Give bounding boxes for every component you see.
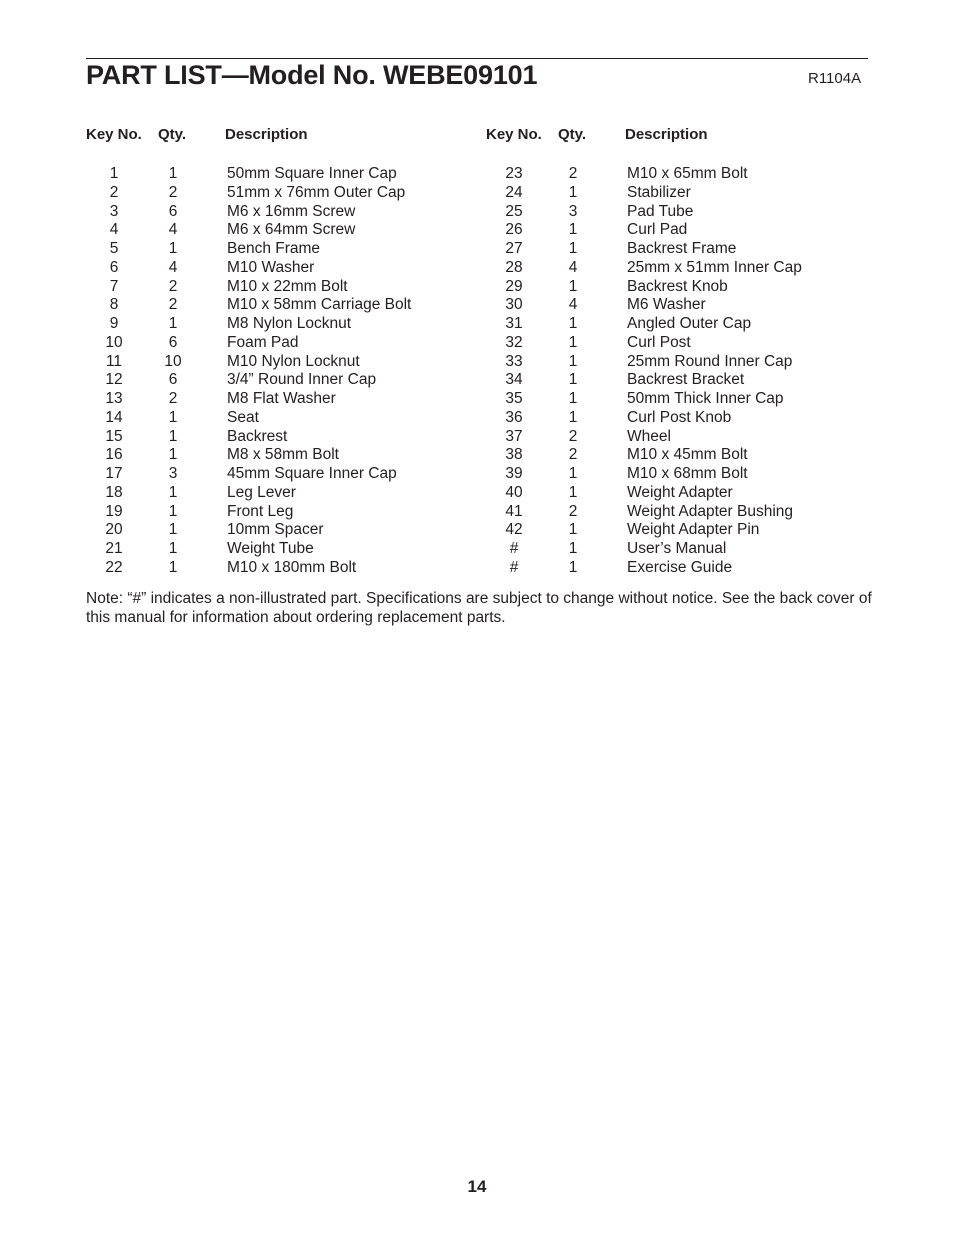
key-number: 19 <box>105 502 123 520</box>
quantity: 1 <box>568 352 578 370</box>
table-row <box>486 315 876 334</box>
note-text: Note: “#” indicates a non-illustrated part. Specifications are subject to change without notice. See the back cover of this manual for information about ordering replacement parts. <box>86 590 872 626</box>
part-description: M6 Washer <box>627 296 706 314</box>
quantity: 1 <box>568 521 578 539</box>
table-row <box>486 540 876 559</box>
table-row <box>86 428 476 447</box>
header-key-no: Key No. <box>486 126 542 143</box>
key-number: 3 <box>109 202 119 220</box>
quantity: 2 <box>168 183 178 201</box>
table-row <box>86 559 476 578</box>
quantity: 1 <box>568 183 578 201</box>
part-description: Weight Adapter Pin <box>627 521 760 539</box>
quantity: 1 <box>568 277 578 295</box>
part-description: M10 x 45mm Bolt <box>627 446 748 464</box>
part-description: 50mm Square Inner Cap <box>227 165 397 182</box>
table-row <box>86 203 476 222</box>
table-row <box>486 484 876 503</box>
key-number: 28 <box>505 258 523 276</box>
parts-rows-right <box>486 165 876 578</box>
quantity: 1 <box>168 521 178 539</box>
part-description: M10 x 58mm Carriage Bolt <box>227 296 412 314</box>
header-qty: Qty. <box>558 126 587 143</box>
header-key-no: Key No. <box>86 126 142 143</box>
table-row <box>86 446 476 465</box>
part-description: Weight Tube <box>227 540 314 557</box>
part-description: 50mm Thick Inner Cap <box>627 390 784 407</box>
key-number: 14 <box>105 408 123 426</box>
part-description: 25mm x 51mm Inner Cap <box>627 258 802 276</box>
quantity: 3 <box>168 465 178 482</box>
key-number: 20 <box>105 521 123 539</box>
key-number: 38 <box>505 446 523 464</box>
key-number: 12 <box>105 371 123 389</box>
parts-table-right <box>486 126 876 578</box>
part-description: 45mm Square Inner Cap <box>227 465 397 482</box>
quantity: 4 <box>168 221 178 239</box>
quantity: 1 <box>568 558 578 576</box>
quantity: 1 <box>568 221 578 239</box>
part-description: M10 x 68mm Bolt <box>627 465 748 482</box>
part-description: Exercise Guide <box>627 558 733 576</box>
table-row <box>86 503 476 522</box>
key-number: 30 <box>505 296 523 314</box>
table-row <box>86 278 476 297</box>
table-row <box>86 334 476 353</box>
key-number: 40 <box>505 483 523 501</box>
quantity: 2 <box>568 502 578 520</box>
part-description: Backrest Knob <box>627 277 728 295</box>
quantity: 1 <box>168 540 178 557</box>
key-number: 27 <box>505 240 523 257</box>
part-description: 51mm x 76mm Outer Cap <box>227 183 406 201</box>
part-description: M10 Nylon Locknut <box>227 352 360 370</box>
table-row <box>486 240 876 259</box>
quantity: 1 <box>168 427 178 445</box>
key-number: 2 <box>109 183 119 201</box>
table-row <box>486 446 876 465</box>
key-number: 35 <box>505 390 523 407</box>
part-description: 10mm Spacer <box>227 521 324 539</box>
quantity: 1 <box>568 333 578 351</box>
key-number: 36 <box>505 408 523 426</box>
part-description: M8 x 58mm Bolt <box>227 446 339 464</box>
key-number: 37 <box>505 427 523 445</box>
quantity: 2 <box>568 427 578 445</box>
key-number: 17 <box>105 465 123 482</box>
quantity: 1 <box>568 483 578 501</box>
key-number: 1 <box>109 165 119 182</box>
table-row <box>486 465 876 484</box>
page-number: 14 <box>467 1177 487 1196</box>
key-number: 15 <box>105 427 123 445</box>
table-row <box>86 540 476 559</box>
table-row <box>86 390 476 409</box>
part-description: M10 Washer <box>227 258 315 276</box>
part-description: Foam Pad <box>227 333 299 351</box>
table-row <box>486 521 876 540</box>
part-description: M8 Flat Washer <box>227 390 336 407</box>
parts-table-left <box>86 126 476 578</box>
key-number: 5 <box>109 240 119 257</box>
table-header <box>86 126 476 148</box>
quantity: 4 <box>568 258 578 276</box>
table-row <box>486 165 876 184</box>
table-row <box>486 259 876 278</box>
quantity: 1 <box>168 240 178 257</box>
header-description: Description <box>625 126 708 143</box>
table-row <box>86 409 476 428</box>
table-row <box>86 259 476 278</box>
quantity: 1 <box>168 558 178 576</box>
parts-rows-left <box>86 165 476 578</box>
part-description: Stabilizer <box>627 183 691 201</box>
table-row <box>486 353 876 372</box>
table-row <box>86 184 476 203</box>
key-number: 21 <box>105 540 123 557</box>
key-number: 8 <box>109 296 119 314</box>
part-description: Backrest Frame <box>627 240 737 257</box>
table-row <box>86 465 476 484</box>
table-row <box>486 503 876 522</box>
quantity: 6 <box>168 371 178 389</box>
quantity: 1 <box>168 446 178 464</box>
table-row <box>86 296 476 315</box>
part-description: Pad Tube <box>627 202 694 220</box>
part-description: Seat <box>227 408 259 426</box>
table-row <box>86 484 476 503</box>
key-number: 24 <box>505 183 523 201</box>
quantity: 6 <box>168 202 178 220</box>
quantity: 1 <box>568 240 578 257</box>
part-description: M10 x 65mm Bolt <box>627 165 748 182</box>
quantity: 1 <box>568 371 578 389</box>
part-description: Leg Lever <box>227 483 296 501</box>
key-number: 22 <box>105 558 123 576</box>
key-number: 7 <box>109 277 119 295</box>
table-row <box>486 184 876 203</box>
part-description: Curl Post <box>627 333 691 351</box>
table-row <box>486 203 876 222</box>
page-title: PART LIST—Model No. WEBE09101 <box>86 60 538 90</box>
key-number: 23 <box>505 165 523 182</box>
part-description: 25mm Round Inner Cap <box>627 352 793 370</box>
part-description: Weight Adapter Bushing <box>627 502 794 520</box>
key-number: 16 <box>105 446 123 464</box>
key-number: 6 <box>109 258 119 276</box>
table-row <box>486 334 876 353</box>
quantity: 4 <box>168 258 178 276</box>
quantity: 2 <box>168 390 178 407</box>
part-description: Backrest Bracket <box>627 371 745 389</box>
key-number: 33 <box>505 352 523 370</box>
part-description: Wheel <box>627 427 671 445</box>
header-qty: Qty. <box>158 126 187 143</box>
table-row <box>86 521 476 540</box>
table-row <box>486 278 876 297</box>
title-rule <box>86 58 868 59</box>
key-number: 4 <box>109 221 119 239</box>
table-row <box>486 296 876 315</box>
document-code: R1104A <box>808 70 862 87</box>
quantity: 1 <box>168 483 178 501</box>
table-row <box>86 371 476 390</box>
table-row <box>86 240 476 259</box>
part-description: 3/4” Round Inner Cap <box>227 371 377 389</box>
quantity: 1 <box>168 315 178 332</box>
key-number: 32 <box>505 333 523 351</box>
quantity: 1 <box>568 408 578 426</box>
key-number: 25 <box>505 202 523 220</box>
part-description: M10 x 22mm Bolt <box>227 277 348 295</box>
part-description: Angled Outer Cap <box>627 315 752 332</box>
quantity: 1 <box>168 408 178 426</box>
part-description: Bench Frame <box>227 240 321 257</box>
quantity: 1 <box>568 390 578 407</box>
key-number: 13 <box>105 390 123 407</box>
quantity: 2 <box>568 165 578 182</box>
part-description: M6 x 16mm Screw <box>227 202 356 220</box>
key-number: 39 <box>505 465 523 482</box>
table-row <box>486 428 876 447</box>
quantity: 10 <box>164 352 182 370</box>
part-description: Curl Pad <box>627 221 688 239</box>
quantity: 2 <box>568 446 578 464</box>
quantity: 1 <box>168 502 178 520</box>
part-description: M8 Nylon Locknut <box>227 315 352 332</box>
part-description: M6 x 64mm Screw <box>227 221 356 239</box>
key-number: # <box>509 540 519 557</box>
table-row <box>86 353 476 372</box>
quantity: 2 <box>168 277 178 295</box>
quantity: 2 <box>168 296 178 314</box>
quantity: 1 <box>168 165 178 182</box>
table-row <box>486 221 876 240</box>
table-row <box>86 165 476 184</box>
part-description: Front Leg <box>227 502 294 520</box>
key-number: 10 <box>105 333 123 351</box>
key-number: # <box>509 558 519 576</box>
part-description: Curl Post Knob <box>627 408 732 426</box>
header-description: Description <box>225 126 308 143</box>
part-description: M10 x 180mm Bolt <box>227 558 357 576</box>
quantity: 1 <box>568 315 578 332</box>
part-description: User’s Manual <box>627 540 727 557</box>
table-row <box>486 559 876 578</box>
key-number: 29 <box>505 277 523 295</box>
quantity: 3 <box>568 202 578 220</box>
table-header <box>486 126 876 148</box>
table-row <box>86 315 476 334</box>
table-row <box>486 409 876 428</box>
part-description: Weight Adapter <box>627 483 733 501</box>
key-number: 18 <box>105 483 123 501</box>
table-row <box>486 390 876 409</box>
key-number: 31 <box>505 315 523 332</box>
part-description: Backrest <box>227 427 288 445</box>
quantity: 1 <box>568 540 578 557</box>
key-number: 34 <box>505 371 523 389</box>
key-number: 26 <box>505 221 523 239</box>
key-number: 9 <box>109 315 119 332</box>
quantity: 6 <box>168 333 178 351</box>
key-number: 41 <box>505 502 523 520</box>
quantity: 1 <box>568 465 578 482</box>
key-number: 11 <box>105 352 123 370</box>
key-number: 42 <box>505 521 523 539</box>
quantity: 4 <box>568 296 578 314</box>
table-row <box>486 371 876 390</box>
table-row <box>86 221 476 240</box>
